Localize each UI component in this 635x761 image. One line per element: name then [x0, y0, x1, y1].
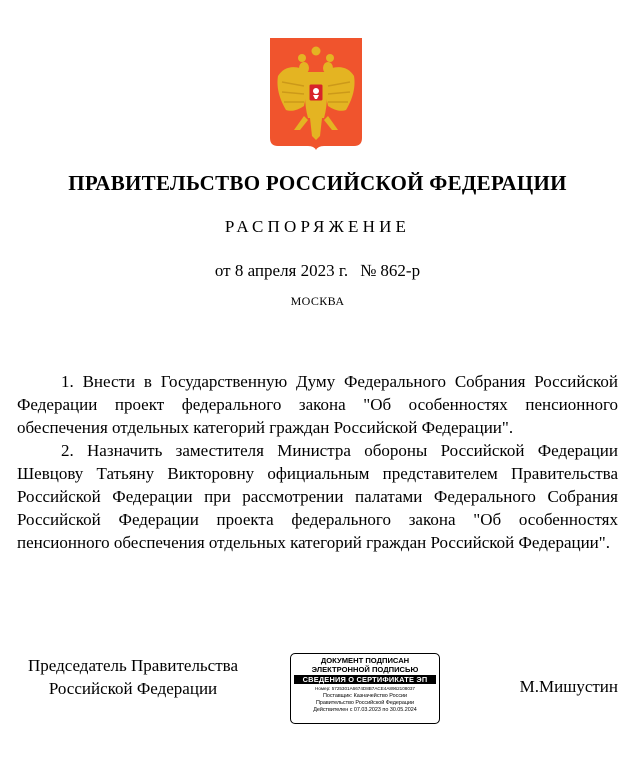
city: МОСКВА	[290, 294, 345, 308]
document-body	[17, 370, 618, 554]
stamp-supplier-line-1: Поставщик: Казначейство России	[322, 692, 408, 699]
paragraph-2: 2. Назначить заместителя Министра обороны Российской Федерации Шевцову Татьяну Викторовну официальным представителем Правительства Российской Федерации при рассмотрении палатами Федерального Собрания Российской Федерации проекта федерального закона "Об особенностях пенсионного обеспечения отдельных категорий граждан Российской Федерации".	[17, 441, 618, 552]
date-number-line	[0, 261, 635, 281]
document-date: от 8 апреля 2023 г.	[214, 261, 349, 280]
signer-title-line-2: Российской Федерации	[48, 679, 218, 698]
stamp-validity: Действителен с 07.03.2023 по 30.05.2024	[313, 707, 417, 714]
signer-name: М.Мишустин	[519, 677, 618, 696]
stamp-heading-line-2: ЭЛЕКТРОННОЙ ПОДПИСЬЮ	[311, 664, 419, 674]
electronic-signature-stamp	[290, 653, 440, 724]
document-number: 862-р	[380, 261, 421, 280]
signer-title-line-1: Председатель Правительства	[27, 656, 239, 675]
number-sign: №	[360, 261, 377, 280]
stamp-certificate-bar: СВЕДЕНИЯ О СЕРТИФИКАТЕ ЭП	[294, 675, 436, 684]
stamp-heading-line-1: ДОКУМЕНТ ПОДПИСАН	[320, 656, 410, 665]
paragraph-1: 1. Внести в Государственную Думу Федерального Собрания Российской Федерации проект федерального закона "Об особенностях пенсионного обеспечения отдельных категорий граждан Российской Федерации".	[17, 372, 618, 437]
stamp-supplier-line-2: Правительство Российской Федерации	[315, 700, 414, 706]
signer-title	[17, 654, 249, 700]
organization-title: ПРАВИТЕЛЬСТВО РОССИЙСКОЙ ФЕДЕРАЦИИ	[68, 171, 567, 195]
document-type: РАСПОРЯЖЕНИЕ	[224, 217, 411, 236]
coat-of-arms-icon	[270, 38, 362, 150]
stamp-serial: Номер: 5725301A6674D8B7ACE4A8962108037	[315, 686, 415, 692]
